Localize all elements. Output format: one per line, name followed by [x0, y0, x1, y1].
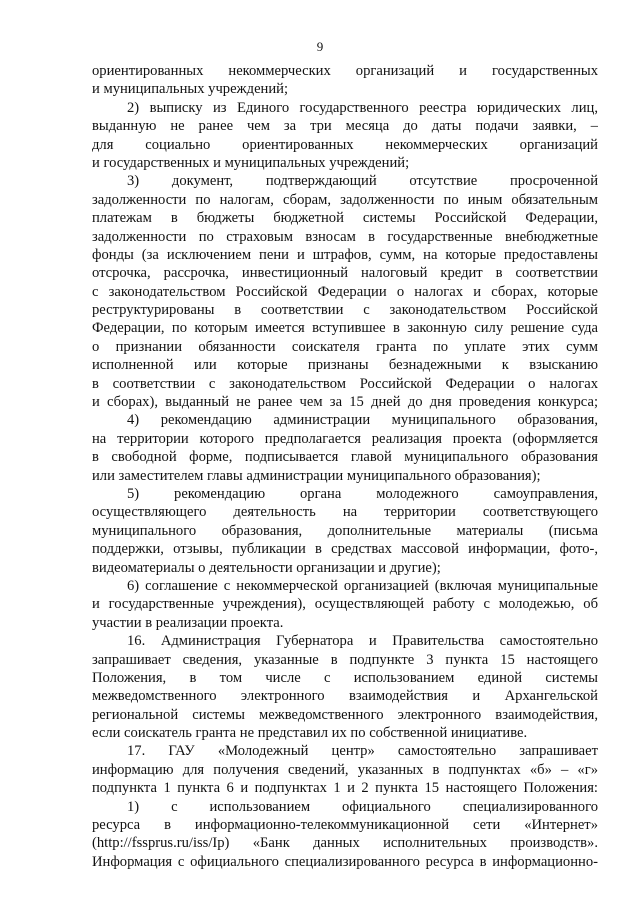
text-line: осуществляющего деятельность на территории соответствующего — [92, 504, 598, 521]
text-line: 5) рекомендацию органа молодежного самоуправления, — [127, 485, 598, 502]
text-line: платежам в бюджеты бюджетной системы Российской Федерации, — [92, 210, 598, 227]
text-line: межведомственного электронного взаимодействия и Архангельской — [92, 688, 598, 705]
text-line: (http://fssprus.ru/iss/Ip) «Банк данных исполнительных производств». — [92, 835, 598, 852]
text-line: для социально ориентированных некоммерческих организаций — [92, 136, 598, 153]
document-body — [92, 62, 598, 871]
text-line: ориентированных некоммерческих организаций и государственных — [92, 63, 598, 79]
text-line: или заместителем главы администрации муниципального образования); — [92, 467, 541, 484]
page-number: 9 — [316, 39, 324, 54]
text-line: 16. Администрация Губернатора и Правительства самостоятельно — [127, 633, 598, 650]
text-line: подпункта 1 пункта 6 и подпунктах 1 и 2 пункта 15 настоящего Положения: — [92, 780, 598, 797]
text-line: в соответствии с законодательством Российской Федерации о налогах — [92, 375, 598, 392]
text-line: реструктурированы в соответствии с законодательством Российской — [92, 302, 598, 319]
text-line: задолженности по страховым взносам в государственные внебюджетные — [92, 228, 598, 245]
text-line: 1) с использованием официального специализированного — [127, 798, 598, 815]
text-line: запрашивает сведения, указанные в подпункте 3 пункта 15 настоящего — [92, 651, 598, 668]
text-line: и государственных и муниципальных учреждений; — [92, 154, 410, 171]
text-line: ресурса в информационно-телекоммуникационной сети «Интернет» — [92, 817, 598, 834]
text-line: региональной системы межведомственного электронного взаимодействия, — [92, 706, 598, 723]
text-line: отсрочка, рассрочка, инвестиционный налоговый кредит в соответствии — [92, 265, 598, 282]
text-line: видеоматериалы о деятельности организации и другие); — [92, 559, 441, 576]
text-line: на территории которого предполагается реализация проекта (оформляется — [92, 430, 598, 447]
text-line: Положения, в том числе с использованием единой системы — [92, 669, 598, 686]
text-line: и муниципальных учреждений; — [92, 81, 289, 98]
text-line: 2) выписку из Единого государственного реестра юридических лиц, — [127, 99, 598, 116]
text-line: 6) соглашение с некоммерческой организацией (включая муниципальные — [127, 577, 598, 594]
text-line: 17. ГАУ «Молодежный центр» самостоятельно запрашивает — [127, 743, 598, 760]
text-line: о признании обязанности соискателя гранта по уплате этих сумм — [92, 338, 598, 355]
text-line: и сборах), выданный не ранее чем за 15 дней до дня проведения конкурса; — [92, 394, 598, 411]
text-line: участии в реализации проекта. — [92, 614, 284, 631]
text-line: выданную не ранее чем за три месяца до даты подачи заявки, – — [92, 118, 598, 135]
text-line: фонды (за исключением пени и штрафов, сумм, на которые предоставлены — [92, 246, 598, 263]
text-line: поддержки, отзывы, публикации в средствах массовой информации, фото-, — [92, 541, 598, 558]
text-line: с законодательством Российской Федерации о налогах и сборах, которые — [92, 283, 598, 300]
text-line: исполненной или которые признаны безнадежными к взысканию — [92, 357, 598, 374]
text-line: Федерации, по которым имеется вступившее в законную силу решение суда — [92, 320, 598, 337]
text-line: в свободной форме, подписывается главой муниципального образования — [92, 449, 598, 466]
text-line: 3) документ, подтверждающий отсутствие просроченной — [127, 173, 598, 190]
text-line: информацию для получения сведений, указанных в подпунктах «б» – «г» — [92, 761, 598, 778]
text-line: если соискатель гранта не представил их по собственной инициативе. — [92, 725, 528, 742]
text-line: Информация с официального специализированного ресурса в информационно- — [92, 853, 598, 870]
text-line: и государственные учреждения), осуществляющей работу с молодежью, об — [92, 596, 598, 613]
text-line: 4) рекомендацию администрации муниципального образования, — [127, 412, 598, 429]
text-line: задолженности по налогам, сборам, задолженности по иным обязательным — [92, 191, 598, 208]
text-line: муниципального образования, дополнительные материалы (письма — [92, 522, 598, 539]
